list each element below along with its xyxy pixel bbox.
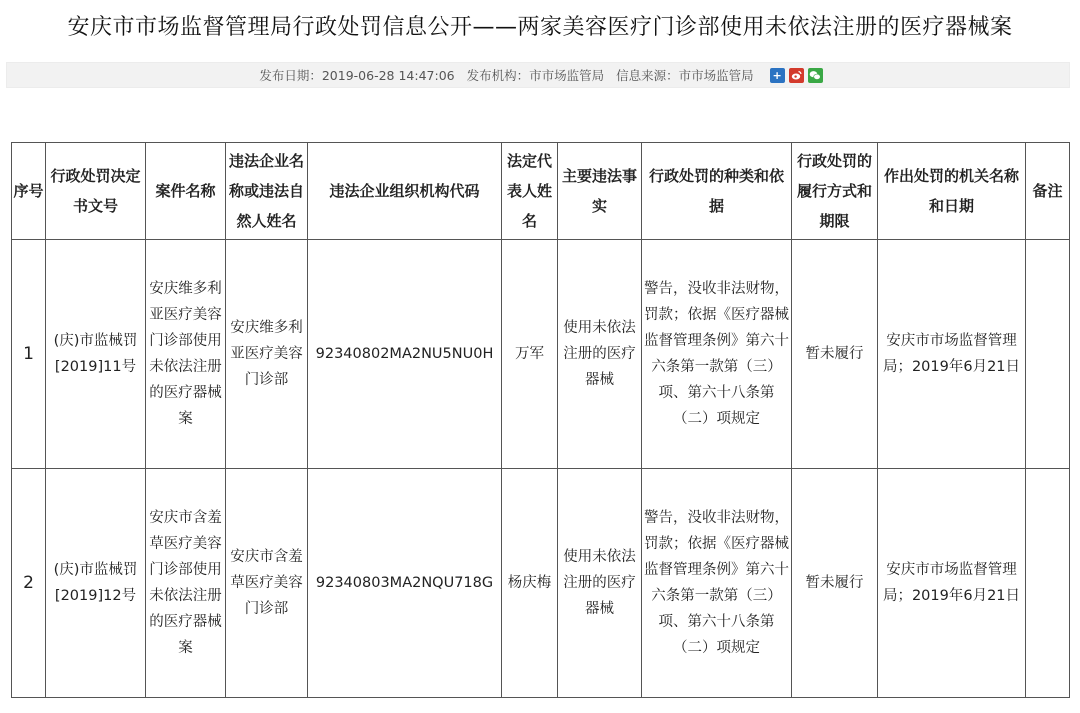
cell-legal-rep: 万军	[502, 240, 558, 469]
cell-case-name: 安庆维多利亚医疗美容门诊部使用未依法注册的医疗器械案	[146, 240, 226, 469]
publisher: 发布机构：市市场监管局	[466, 68, 605, 83]
table-row	[12, 469, 1070, 698]
table-header-row	[12, 143, 1070, 240]
header-company: 违法企业名称或违法自然人姓名	[226, 143, 308, 240]
weibo-icon[interactable]	[789, 68, 804, 83]
header-authority: 作出处罚的机关名称和日期	[878, 143, 1026, 240]
page-title: 安庆市市场监督管理局行政处罚信息公开——两家美容医疗门诊部使用未依法注册的医疗器械案	[67, 15, 1013, 40]
header-org-code: 违法企业组织机构代码	[308, 143, 502, 240]
info-source: 信息来源：市市场监管局	[616, 68, 754, 83]
cell-no: 1	[12, 240, 46, 469]
cell-legal-rep: 杨庆梅	[502, 469, 558, 698]
share-icons	[770, 68, 823, 83]
article-meta-bar	[6, 62, 1070, 88]
header-execution: 行政处罚的履行方式和期限	[792, 143, 878, 240]
publish-date: 发布日期：2019-06-28 14:47:06	[259, 68, 455, 83]
cell-org-code: 92340802MA2NU5NU0H	[308, 240, 502, 469]
cell-execution: 暂未履行	[792, 469, 878, 698]
cell-doc-no: (庆)市监械罚[2019]11号	[46, 240, 146, 469]
cell-remark	[1026, 469, 1070, 698]
header-doc-no: 行政处罚决定书文号	[46, 143, 146, 240]
cell-execution: 暂未履行	[792, 240, 878, 469]
table-row	[12, 240, 1070, 469]
cell-doc-no: (庆)市监械罚[2019]12号	[46, 469, 146, 698]
header-penalty: 行政处罚的种类和依据	[642, 143, 792, 240]
header-case-name: 案件名称	[146, 143, 226, 240]
cell-penalty: 警告，没收非法财物，罚款；依据《医疗器械监督管理条例》第六十六条第一款第（三）项、第六十八条第（二）项规定	[642, 240, 792, 469]
cell-org-code: 92340803MA2NQU718G	[308, 469, 502, 698]
wechat-icon[interactable]	[808, 68, 823, 83]
header-no: 序号	[12, 143, 46, 240]
penalty-table	[11, 142, 1070, 698]
cell-authority: 安庆市市场监督管理局；2019年6月21日	[878, 469, 1026, 698]
header-facts: 主要违法事实	[558, 143, 642, 240]
cell-company: 安庆市含羞草医疗美容门诊部	[226, 469, 308, 698]
cell-no: 2	[12, 469, 46, 698]
plus-share-icon[interactable]: +	[770, 68, 785, 83]
cell-facts: 使用未依法注册的医疗器械	[558, 469, 642, 698]
cell-authority: 安庆市市场监督管理局；2019年6月21日	[878, 240, 1026, 469]
cell-case-name: 安庆市含羞草医疗美容门诊部使用未依法注册的医疗器械案	[146, 469, 226, 698]
cell-penalty: 警告，没收非法财物，罚款；依据《医疗器械监督管理条例》第六十六条第一款第（三）项、第六十八条第（二）项规定	[642, 469, 792, 698]
cell-remark	[1026, 240, 1070, 469]
cell-facts: 使用未依法注册的医疗器械	[558, 240, 642, 469]
cell-company: 安庆维多利亚医疗美容门诊部	[226, 240, 308, 469]
header-legal-rep: 法定代表人姓名	[502, 143, 558, 240]
header-remark: 备注	[1026, 143, 1070, 240]
